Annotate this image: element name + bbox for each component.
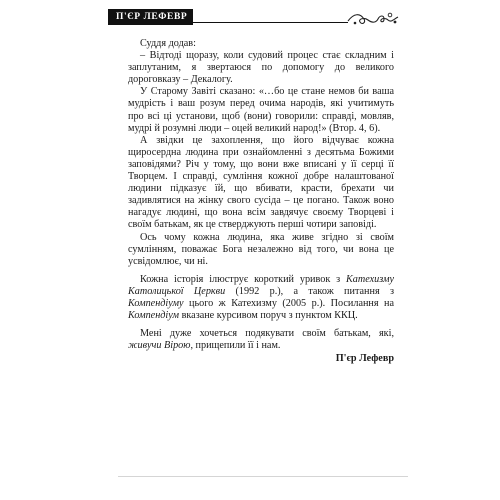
italic-run: Катехизму Католицької Церкви (128, 273, 394, 297)
paragraph: У Старому Завіті сказано: «…бо це стане немов би ваша мудрість і ваш розум перед очима народів, які учитимуть про всі ці установи, щоб (вони) говорили: справді, мовляв, мудрі й розумні люди – оцей великий народ!» (Втор. 4, 6). (128, 86, 394, 134)
text-run: , прищепили її і нам. (190, 340, 281, 352)
page-edge-rule (118, 476, 408, 477)
paragraph (128, 274, 394, 322)
text-run: (1992 р.), а також питання з (225, 285, 394, 297)
flourish-ornament-icon (346, 9, 402, 29)
italic-run: Компендіум (128, 310, 180, 322)
paragraph: А звідки це захоплення, що його відчуває кожна щиросердна людина при ознайомленні з десятьма Божими заповідями? Річ у тому, що вони вже вписані у її серці її Творцем. І справді, сумління кожної добре налаштованої людини підказує їй, що вбивати, красти, брехати чи задивлятися на жінку свого сусіда – це погано. Також воно нагадує людині, що вона всім завдячує своєму Творцеві і своїм батькам, як це стверджують перші чотири заповіді. (128, 134, 394, 231)
header-rule (108, 22, 348, 23)
italic-run: Компендіуму (128, 297, 184, 309)
text-run: Кожна історія ілюструє короткий уривок з (140, 273, 347, 285)
running-head: П'ЄР ЛЕФЕВР (108, 9, 193, 25)
text-run: Мені дуже хочеться подякувати своїм батькам, які, (140, 328, 394, 340)
text-run: цього ж Катехизму (2005 р.). Посилання на (183, 297, 394, 309)
main-text (128, 38, 394, 365)
author-signature: П'єр Лефевр (335, 353, 394, 365)
paragraph (128, 328, 394, 352)
italic-run: живучи Вірою (128, 340, 191, 352)
text-run: вказане курсивом поруч з пунктом ККЦ. (179, 310, 358, 322)
paragraph: Суддя додав: (140, 38, 196, 49)
paragraph: – Відтоді щоразу, коли судовий процес стає складним і заплутаним, я звертаюся по допомогу до великого дороговказу – Декалогу. (128, 50, 394, 86)
paragraph: Ось чому кожна людина, яка живе згідно зі своїм сумлінням, поважає Бога незалежно від того, чи вона це усвідомлює, чи ні. (128, 231, 394, 267)
